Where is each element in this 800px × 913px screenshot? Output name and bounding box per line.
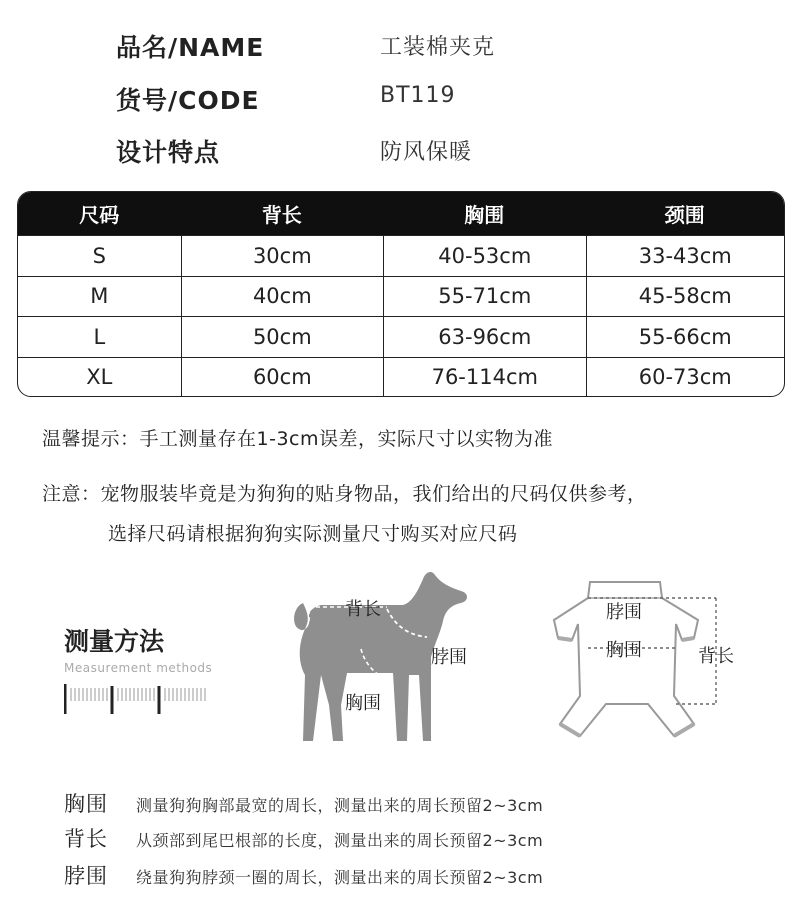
- cell-back-length: 40cm: [181, 277, 383, 317]
- garment-label-chest: 胸围: [606, 640, 642, 661]
- cell-back-length: 50cm: [181, 317, 383, 357]
- header-back-length: 背长: [261, 203, 302, 227]
- info-label-feature: 设计特点: [116, 138, 221, 167]
- header-size: 尺码: [79, 203, 120, 227]
- table-row: [18, 316, 784, 357]
- measurement-title: 测量方法: [64, 627, 165, 656]
- cell-size: M: [90, 284, 109, 309]
- size-table-header: [18, 192, 784, 235]
- table-row: [18, 235, 784, 276]
- dog-label-neck: 脖围: [431, 647, 467, 668]
- cell-size: XL: [86, 365, 113, 390]
- attention-text-continued: 选择尺码请根据狗狗实际测量尺寸购买对应尺码: [108, 523, 518, 545]
- dog-diagram: [285, 565, 485, 745]
- garment-label-back-length: 背长: [698, 646, 734, 667]
- ruler-icon: [64, 684, 210, 714]
- tip-text: 温馨提示：手工测量存在1-3cm误差，实际尺寸以实物为准: [42, 428, 553, 450]
- cell-neck: 60-73cm: [586, 358, 784, 398]
- cell-neck: 45-58cm: [586, 277, 784, 317]
- info-value-name: 工装棉夹克: [380, 35, 496, 60]
- info-row-feature: [116, 133, 716, 173]
- info-value-code: BT119: [380, 83, 456, 108]
- info-label-code: 货号/CODE: [116, 86, 260, 115]
- cell-back-length: 30cm: [181, 236, 383, 276]
- legend-term-chest: 胸围: [64, 792, 108, 816]
- cell-chest: 40-53cm: [383, 236, 585, 276]
- cell-back-length: 60cm: [181, 358, 383, 398]
- legend-desc-neck: 绕量狗狗脖颈一圈的周长，测量出来的周长预留2~3cm: [136, 868, 544, 887]
- cell-neck: 55-66cm: [586, 317, 784, 357]
- cell-chest: 55-71cm: [383, 277, 585, 317]
- dog-label-back-length: 背长: [345, 599, 381, 620]
- garment-diagram: [548, 576, 748, 746]
- legend-term-neck: 脖围: [64, 864, 108, 888]
- garment-label-neck: 脖围: [606, 602, 642, 623]
- info-row-name: [116, 28, 716, 68]
- dog-label-chest: 胸围: [345, 693, 381, 714]
- header-chest: 胸围: [464, 203, 505, 227]
- size-table: [17, 191, 785, 397]
- cell-chest: 63-96cm: [383, 317, 585, 357]
- cell-size: L: [93, 324, 106, 349]
- legend-desc-back-length: 从颈部到尾巴根部的长度，测量出来的周长预留2~3cm: [136, 831, 544, 850]
- measurement-subtitle: Measurement methods: [64, 661, 213, 675]
- legend-row-chest: [64, 788, 764, 818]
- cell-chest: 76-114cm: [383, 358, 585, 398]
- header-neck: 颈围: [664, 203, 705, 227]
- attention-text: 注意：宠物服装毕竟是为狗狗的贴身物品，我们给出的尺码仅供参考，: [42, 483, 647, 505]
- cell-size: S: [92, 243, 106, 268]
- legend-desc-chest: 测量狗狗胸部最宽的周长，测量出来的周长预留2~3cm: [136, 796, 544, 815]
- cell-neck: 33-43cm: [586, 236, 784, 276]
- legend-row-back-length: [64, 823, 764, 853]
- info-value-feature: 防风保暖: [380, 140, 473, 165]
- info-label-name: 品名/NAME: [116, 33, 265, 62]
- info-row-code: [116, 81, 716, 121]
- legend-term-back-length: 背长: [64, 827, 108, 851]
- table-row: [18, 276, 784, 317]
- table-row: [18, 357, 784, 398]
- legend-row-neck: [64, 860, 764, 890]
